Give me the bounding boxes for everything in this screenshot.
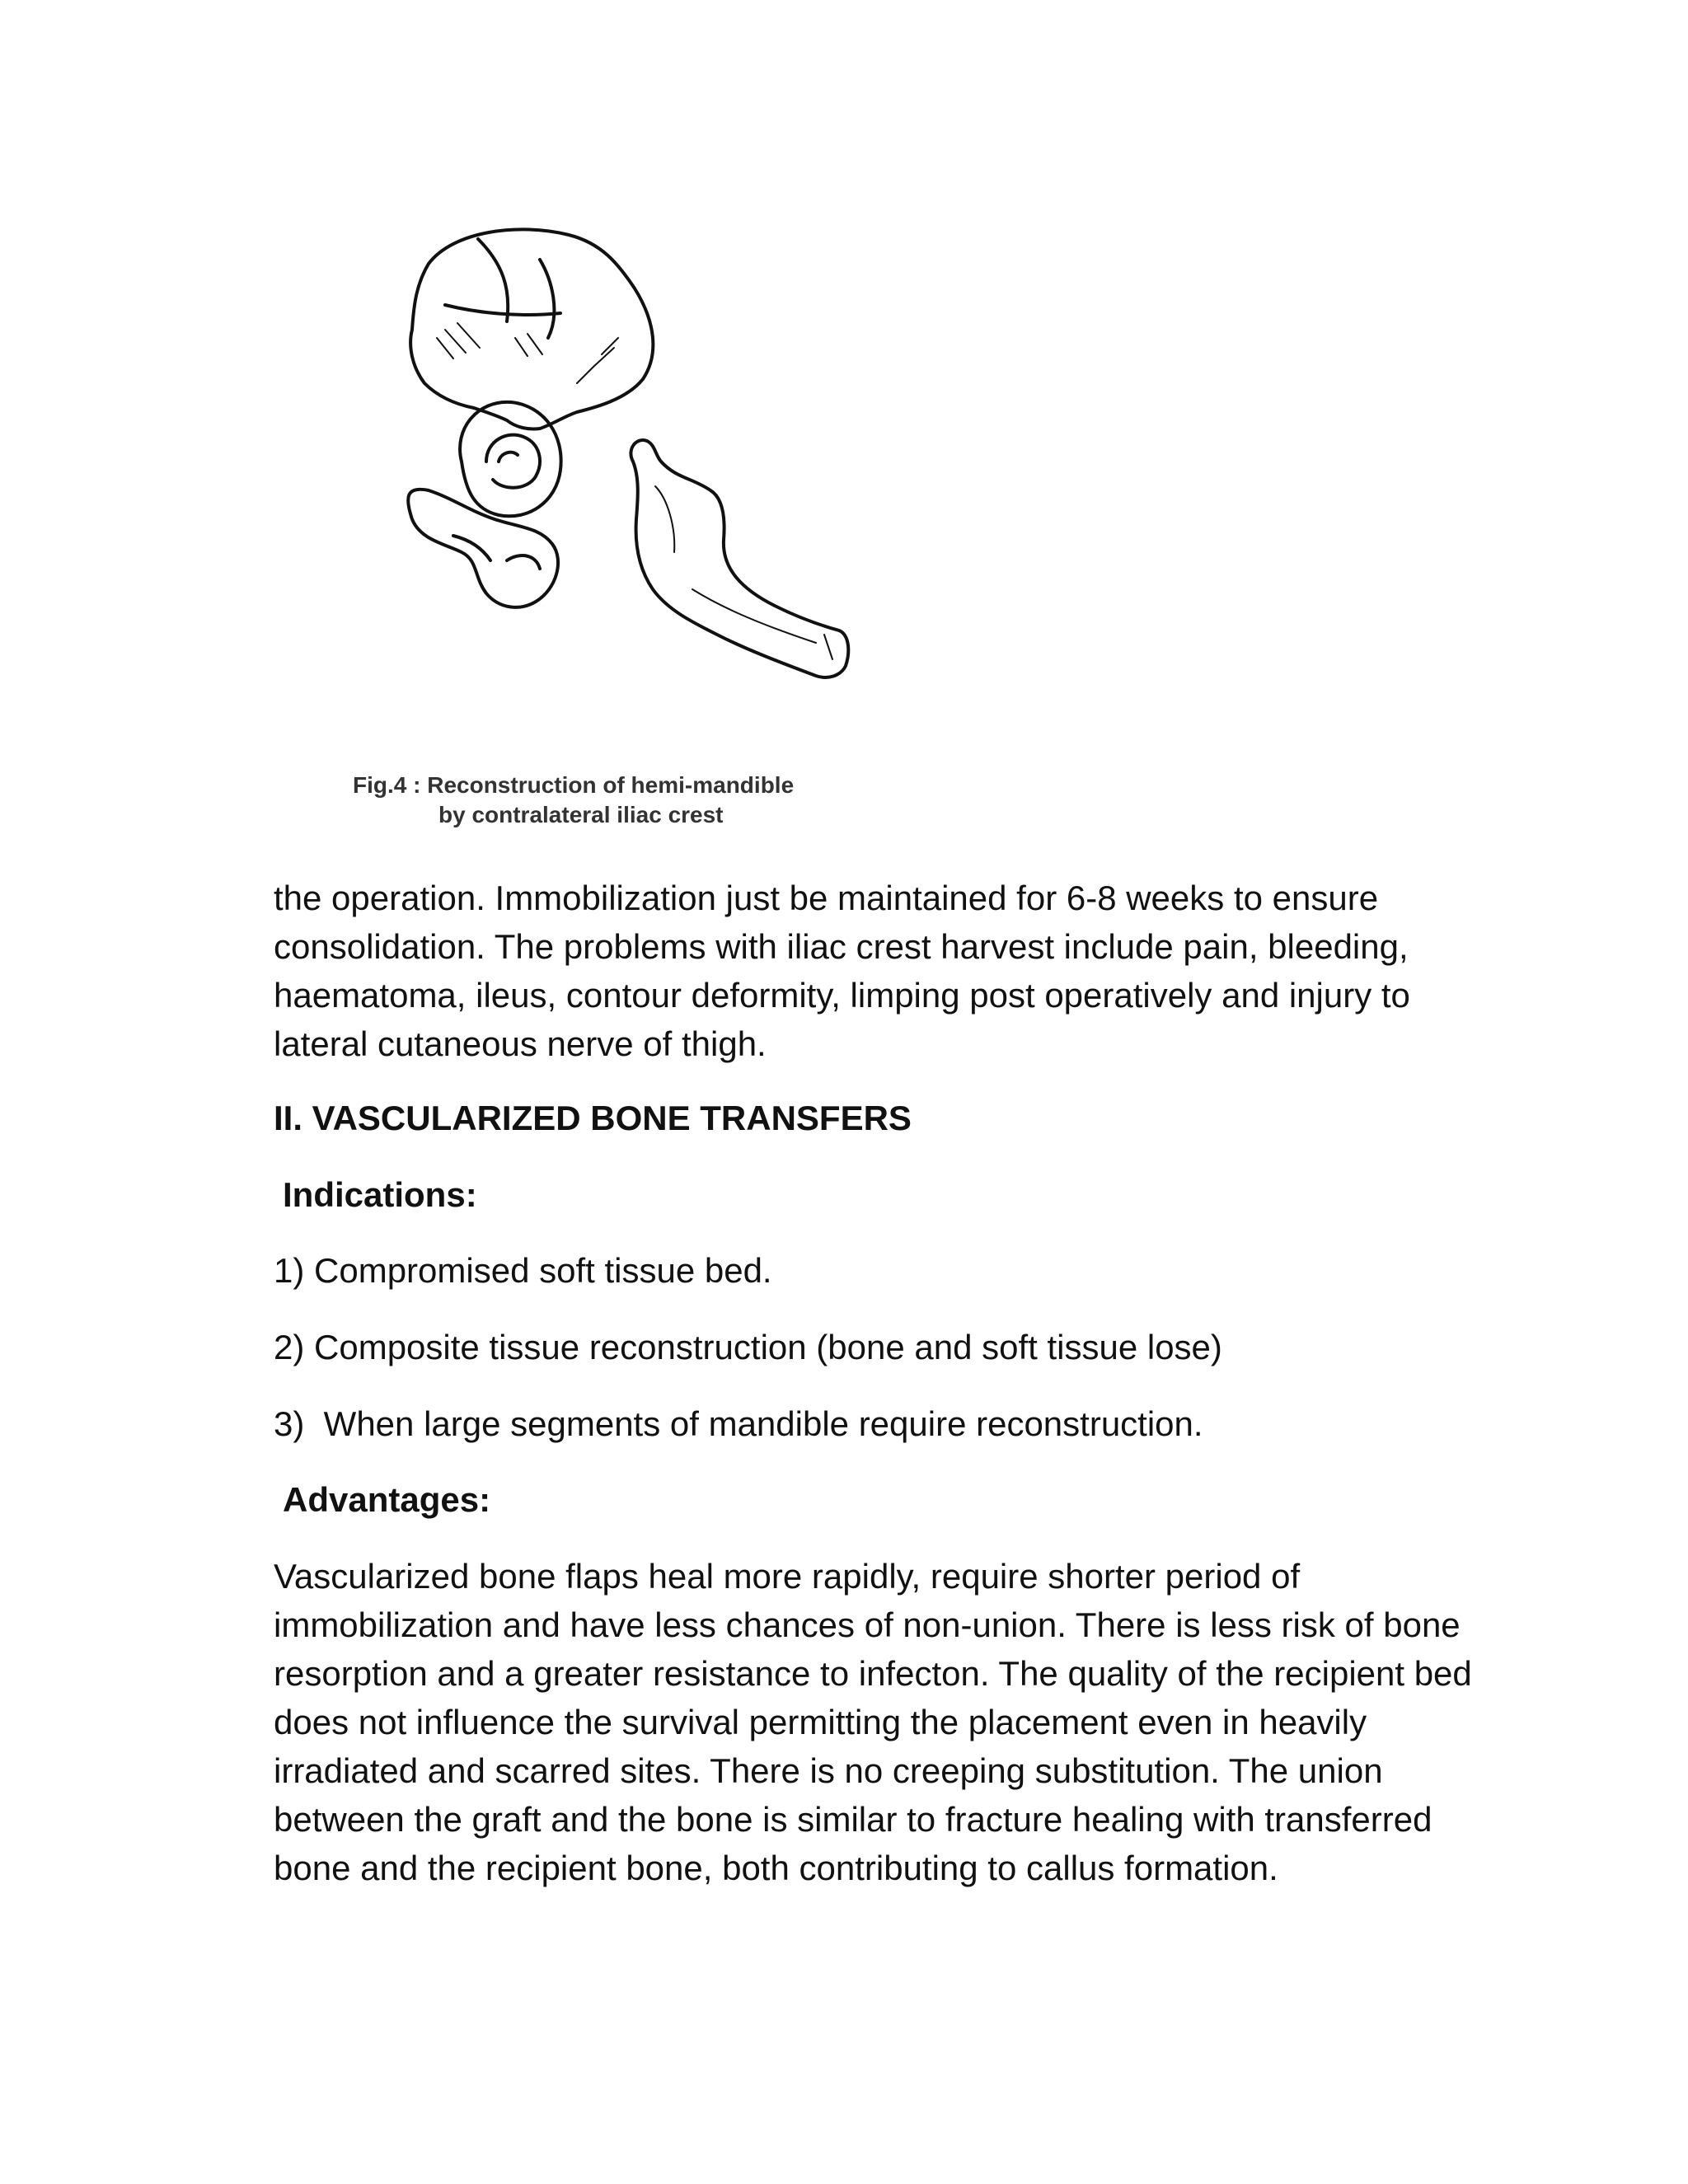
caption-line-1: Fig.4 : Reconstruction of hemi-mandible bbox=[353, 772, 795, 798]
paragraph-advantages: Vascularized bone flaps heal more rapidly, require shorter period of immobilization and have less chances of non-union. There is less risk of bone resorption and a greater resistance to infecton. The quality of the recipient bed does not influence the survival permitting the placement even in heavily irradiated and scarred sites. There is no creeping substitution. The union between the graft and the bone is similar to fracture healing with transferred bone and the recipient bone, both contributing to callus formation. bbox=[274, 1557, 1472, 1887]
advantages-heading: Advantages: bbox=[283, 1480, 491, 1519]
list-item: 2) Composite tissue reconstruction (bone and soft tissue lose) bbox=[274, 1328, 1222, 1366]
section-heading: II. VASCULARIZED BONE TRANSFERS bbox=[274, 1099, 912, 1137]
list-item: 3) When large segments of mandible require reconstruction. bbox=[274, 1404, 1203, 1443]
hemi-mandible-iliac-crest-illustration bbox=[330, 214, 907, 758]
bone-drawing bbox=[330, 214, 907, 758]
list-item: 1) Compromised soft tissue bed. bbox=[274, 1251, 772, 1290]
figure-caption bbox=[353, 771, 930, 830]
indications-heading: Indications: bbox=[283, 1175, 477, 1214]
paragraph-operation: the operation. Immobilization just be maintained for 6-8 weeks to ensure consolidation. The problems with iliac crest harvest include pain, bleeding, haematoma, ileus, contour deformity, limping post operatively and injury to lateral cutaneous nerve of thigh. bbox=[274, 879, 1410, 1063]
caption-line-2: by contralateral iliac crest bbox=[438, 802, 724, 827]
